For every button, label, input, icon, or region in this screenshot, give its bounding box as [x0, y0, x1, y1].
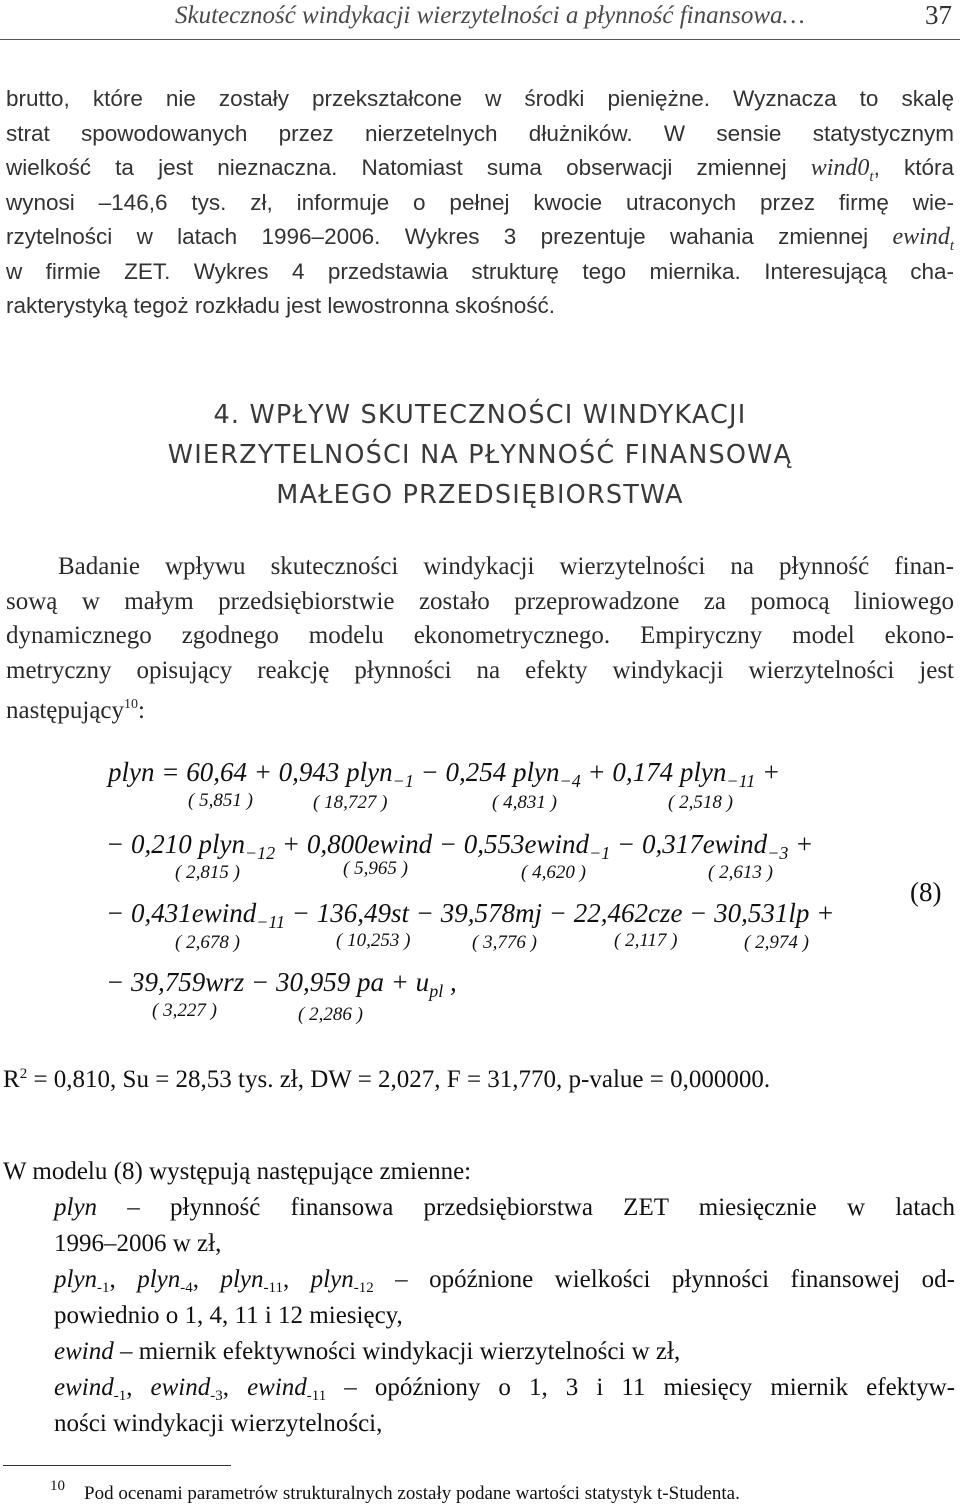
eq-term: − 0,431ewind [106, 898, 257, 928]
running-header [0, 0, 960, 44]
list-item: ewind$_{-1}$, ewind$_{-3}$, ewind$_{-11}$ – opóźniony o 1, 3 i 11 miesięcy miernik efektyw- [54, 1374, 956, 1404]
text-line [6, 688, 954, 723]
text-span: – miernik efektywności windykacji wierzytelności w zł, [113, 1338, 681, 1365]
equation-row-2 [106, 829, 813, 864]
variable-name: plyn [310, 1266, 354, 1293]
standard-error: ( 2,974 ) [744, 932, 809, 953]
heading-line: MAŁEGO PRZEDSIĘBIORSTWA [276, 480, 684, 510]
text-line [6, 151, 954, 186]
text-line: metryczny opisujący reakcję płynności na efekty windykacji wierzytelności jest [6, 656, 954, 684]
standard-error: ( 3,227 ) [152, 1000, 217, 1021]
standard-error: ( 2,678 ) [175, 932, 240, 953]
footnote-mark: 10 [50, 1478, 65, 1494]
list-item-cont: powiednio o 1, 4, 11 i 12 miesięcy, [54, 1302, 403, 1329]
subscript: -11 [306, 1388, 327, 1404]
eq-term: − 0,317ewind [610, 829, 768, 859]
subscript: t [869, 169, 874, 185]
standard-error: ( 4,831 ) [492, 792, 557, 813]
text-line: strat spowodowanych przez nierzetelnych dłużników. W sensie statystycznym [6, 120, 954, 146]
text-span: rzytelności w latach 1996–2006. Wykres 3 prezentuje wahania zmiennej [6, 224, 893, 249]
eq-subscript: −4 [559, 771, 581, 791]
section-heading [0, 395, 960, 515]
heading-line: 4. WPŁYW SKUTECZNOŚCI WINDYKACJI [213, 400, 747, 430]
footnote-ref: 10 [124, 697, 139, 712]
footnote [50, 1478, 740, 1505]
subscript: -3 [210, 1388, 223, 1404]
eq-term: + 0,800ewind − 0,553ewind [275, 829, 590, 859]
standard-error: ( 5,965 ) [343, 858, 408, 879]
standard-error: ( 2,815 ) [175, 862, 240, 883]
subscript: t [949, 238, 954, 254]
text-span: wielkość ta jest nieznaczna. Natomiast suma obserwacji zmiennej [6, 155, 811, 180]
eq-subscript: −3 [767, 843, 789, 863]
variable-name: ewind [247, 1374, 307, 1401]
equation-row-1 [108, 757, 780, 792]
eq-subscript: −1 [589, 843, 611, 863]
list-intro: W modelu (8) występują następujące zmienne: [3, 1158, 472, 1185]
list-item: plyn$_{-1}$, plyn$_{-4}$, plyn$_{-11}$, plyn$_{-12}$ – opóźnione wielkości płynności finansowej od- [54, 1266, 956, 1296]
intro-paragraph [6, 82, 954, 324]
standard-error: ( 4,620 ) [521, 862, 586, 883]
subscript: -12 [353, 1280, 374, 1296]
eq-term: plyn = 60,64 + 0,943 plyn [108, 757, 393, 787]
list-item-cont: ności windykacji wierzytelności, [54, 1410, 383, 1437]
standard-error: ( 2,286 ) [298, 1004, 363, 1025]
model-statistics [3, 1066, 770, 1094]
eq-term: − 0,210 plyn [106, 829, 245, 859]
standard-error: ( 10,253 ) [336, 930, 411, 951]
eq-term: − 39,759wrz − 30,959 pa + u [106, 967, 430, 997]
subscript: -1 [113, 1388, 127, 1404]
text-span: – opóźniony o 1, 3 i 11 miesięcy miernik efektyw- [326, 1374, 956, 1401]
text-span: – opóźnione wielkości płynności finansowej od- [373, 1266, 956, 1293]
text-line: dynamicznego zgodnego modelu ekonometrycznego. Empiryczny model ekono- [6, 622, 954, 649]
standard-error: ( 2,518 ) [668, 792, 733, 813]
text-line: wynosi –146,6 tys. zł, informuje o pełnej kwocie utraconych przez firmę wie- [6, 189, 954, 215]
variable-name: plyn [54, 1194, 98, 1221]
text-span: : [138, 697, 145, 724]
list-item [3, 1334, 955, 1370]
text-line: sową w małym przedsiębiorstwie zostało przeprowadzone za pomocą liniowego [6, 587, 954, 615]
variable-name: ewind [54, 1338, 114, 1365]
equation-row-3 [106, 898, 834, 933]
superscript: 2 [19, 1066, 28, 1082]
text-line: Badanie wpływu skuteczności windykacji wierzytelności na płynność finan- [58, 553, 954, 580]
eq-subscript: −11 [256, 912, 286, 932]
page-number: 37 [925, 0, 952, 30]
eq-subscript: pl [429, 981, 444, 1001]
variable-ewind: ewind [892, 224, 950, 250]
eq-subscript: −12 [244, 843, 276, 863]
subscript: -4 [180, 1280, 193, 1296]
list-item [3, 1190, 955, 1226]
text-line: rakterystyką tegoż rozkładu jest lewostronna skośność. [6, 293, 555, 318]
header-rule [0, 39, 960, 40]
footnote-text: Pod ocenami parametrów strukturalnych zostały podane wartości statystyk t-Studenta. [84, 1483, 740, 1504]
heading-line: WIERZYTELNOŚCI NA PŁYNNOŚĆ FINANSOWĄ [167, 440, 793, 470]
model-paragraph [6, 550, 954, 723]
standard-error: ( 3,776 ) [472, 932, 537, 953]
text-line: brutto, które nie zostały przekształcone w środki pieniężne. Wyznacza to skalę [6, 86, 954, 111]
text-span: – płynność finansowa przedsiębiorstwa ZET miesięcznie w latach [97, 1194, 955, 1221]
eq-term: , [443, 967, 457, 997]
eq-subscript: −11 [726, 771, 756, 791]
variable-wind0: wind0 [810, 155, 870, 181]
equation-row-4 [106, 967, 457, 1002]
text-span: R [3, 1066, 20, 1093]
standard-error: ( 2,117 ) [614, 930, 678, 951]
eq-term: + 0,174 plyn [580, 757, 727, 787]
running-title: Skuteczność windykacji wierzytelności a płynność finansowa… [175, 2, 805, 29]
variable-name: ewind [150, 1374, 211, 1401]
eq-term: − 136,49st − 39,578mj − 22,462cze − 30,531lp + [285, 898, 835, 928]
subscript: -11 [263, 1280, 283, 1296]
standard-error: ( 5,851 ) [188, 790, 253, 811]
variable-name: plyn [137, 1266, 181, 1293]
eq-term: + [788, 829, 814, 859]
list-item-cont: 1996–2006 w zł, [54, 1230, 222, 1257]
subscript: -1 [97, 1280, 110, 1296]
text-line [6, 220, 954, 255]
eq-term: + [755, 757, 781, 787]
variable-name: ewind [54, 1374, 114, 1401]
eq-term: − 0,254 plyn [413, 757, 560, 787]
standard-error: ( 2,613 ) [708, 862, 773, 883]
text-span: = 0,810, Su = 28,53 tys. zł, DW = 2,027, F = 31,770, p-value = 0,000000. [27, 1066, 771, 1093]
variable-name: plyn [220, 1266, 264, 1293]
text-line: w firmie ZET. Wykres 4 przedstawia strukturę tego miernika. Interesującą cha- [6, 258, 954, 284]
footnote-rule [3, 1465, 231, 1466]
text-span: , która [873, 155, 954, 180]
variable-name: plyn [54, 1266, 98, 1293]
text-span: następujący [6, 697, 125, 724]
standard-error: ( 18,727 ) [313, 792, 388, 813]
equation-number: (8) [910, 877, 942, 907]
variables-list [3, 1154, 955, 1442]
eq-subscript: −1 [392, 771, 414, 791]
